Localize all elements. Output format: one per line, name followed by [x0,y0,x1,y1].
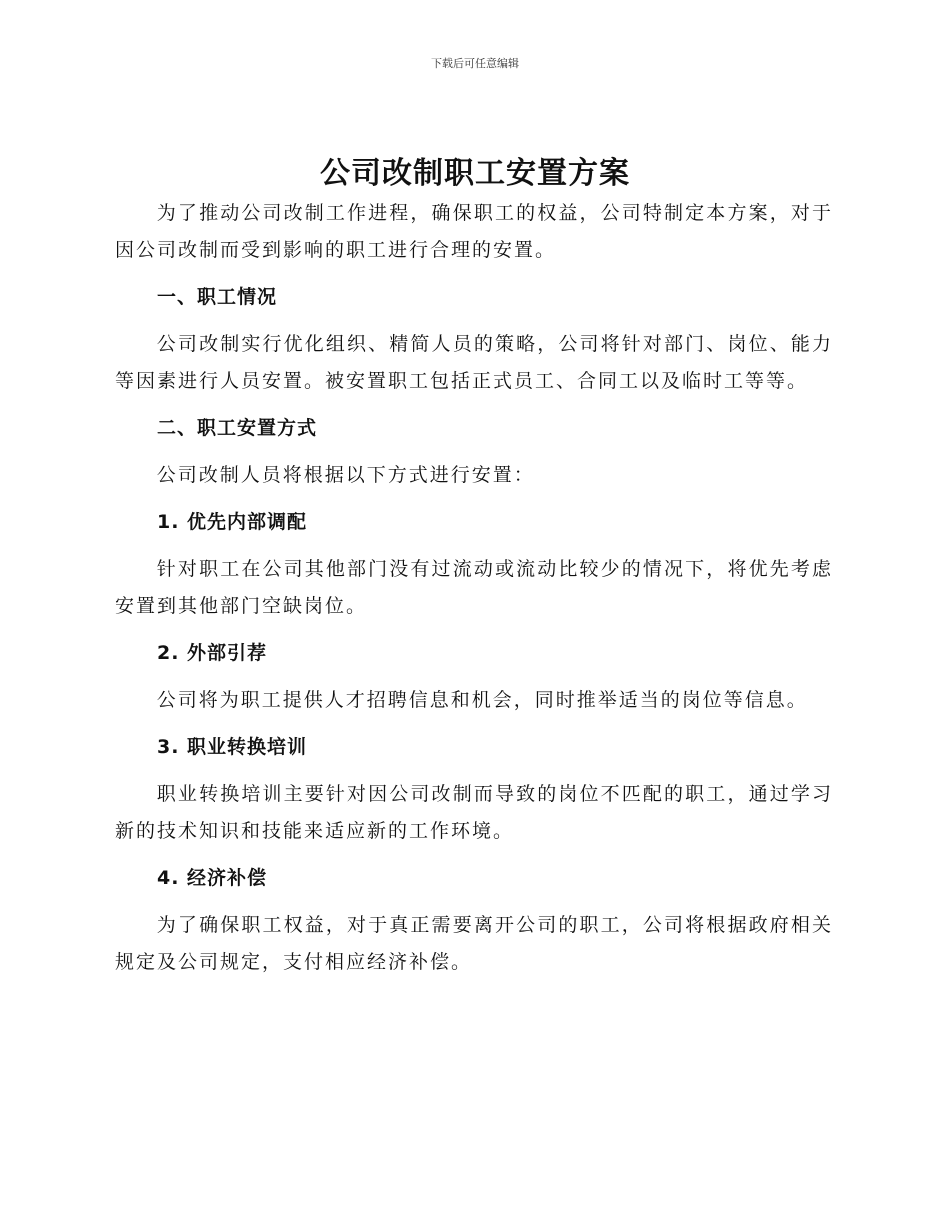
economic-compensation-paragraph: 为了确保职工权益，对于真正需要离开公司的职工，公司将根据政府相关规定及公司规定，支付相应经济补偿。 [115,914,833,973]
subheading-career-transition-training: 3. 职业转换培训 [157,736,308,758]
section-heading-placement-methods: 二、职工安置方式 [157,417,318,439]
subheading-internal-transfer: 1. 优先内部调配 [157,511,308,533]
subheading-economic-compensation: 4. 经济补偿 [157,867,268,889]
subheading-external-referral: 2. 外部引荐 [157,642,268,664]
staff-status-paragraph: 公司改制实行优化组织、精简人员的策略，公司将针对部门、岗位、能力等因素进行人员安置。被安置职工包括正式员工、合同工以及临时工等等。 [115,333,833,392]
career-transition-training-paragraph: 职业转换培训主要针对因公司改制而导致的岗位不匹配的职工，通过学习新的技术知识和技能来适应新的工作环境。 [115,783,833,842]
document-title: 公司改制职工安置方案 [320,156,630,191]
intro-paragraph: 为了推动公司改制工作进程，确保职工的权益，公司特制定本方案，对于因公司改制而受到影响的职工进行合理的安置。 [115,202,833,261]
external-referral-paragraph: 公司将为职工提供人才招聘信息和机会，同时推举适当的岗位等信息。 [156,689,808,711]
page-header: 下载后可任意编辑 [431,57,519,70]
document-body [115,195,833,991]
placement-methods-paragraph: 公司改制人员将根据以下方式进行安置： [156,464,535,486]
section-heading-staff-status: 一、职工情况 [157,286,278,308]
internal-transfer-paragraph: 针对职工在公司其他部门没有过流动或流动比较少的情况下，将优先考虑安置到其他部门空缺岗位。 [115,558,833,617]
